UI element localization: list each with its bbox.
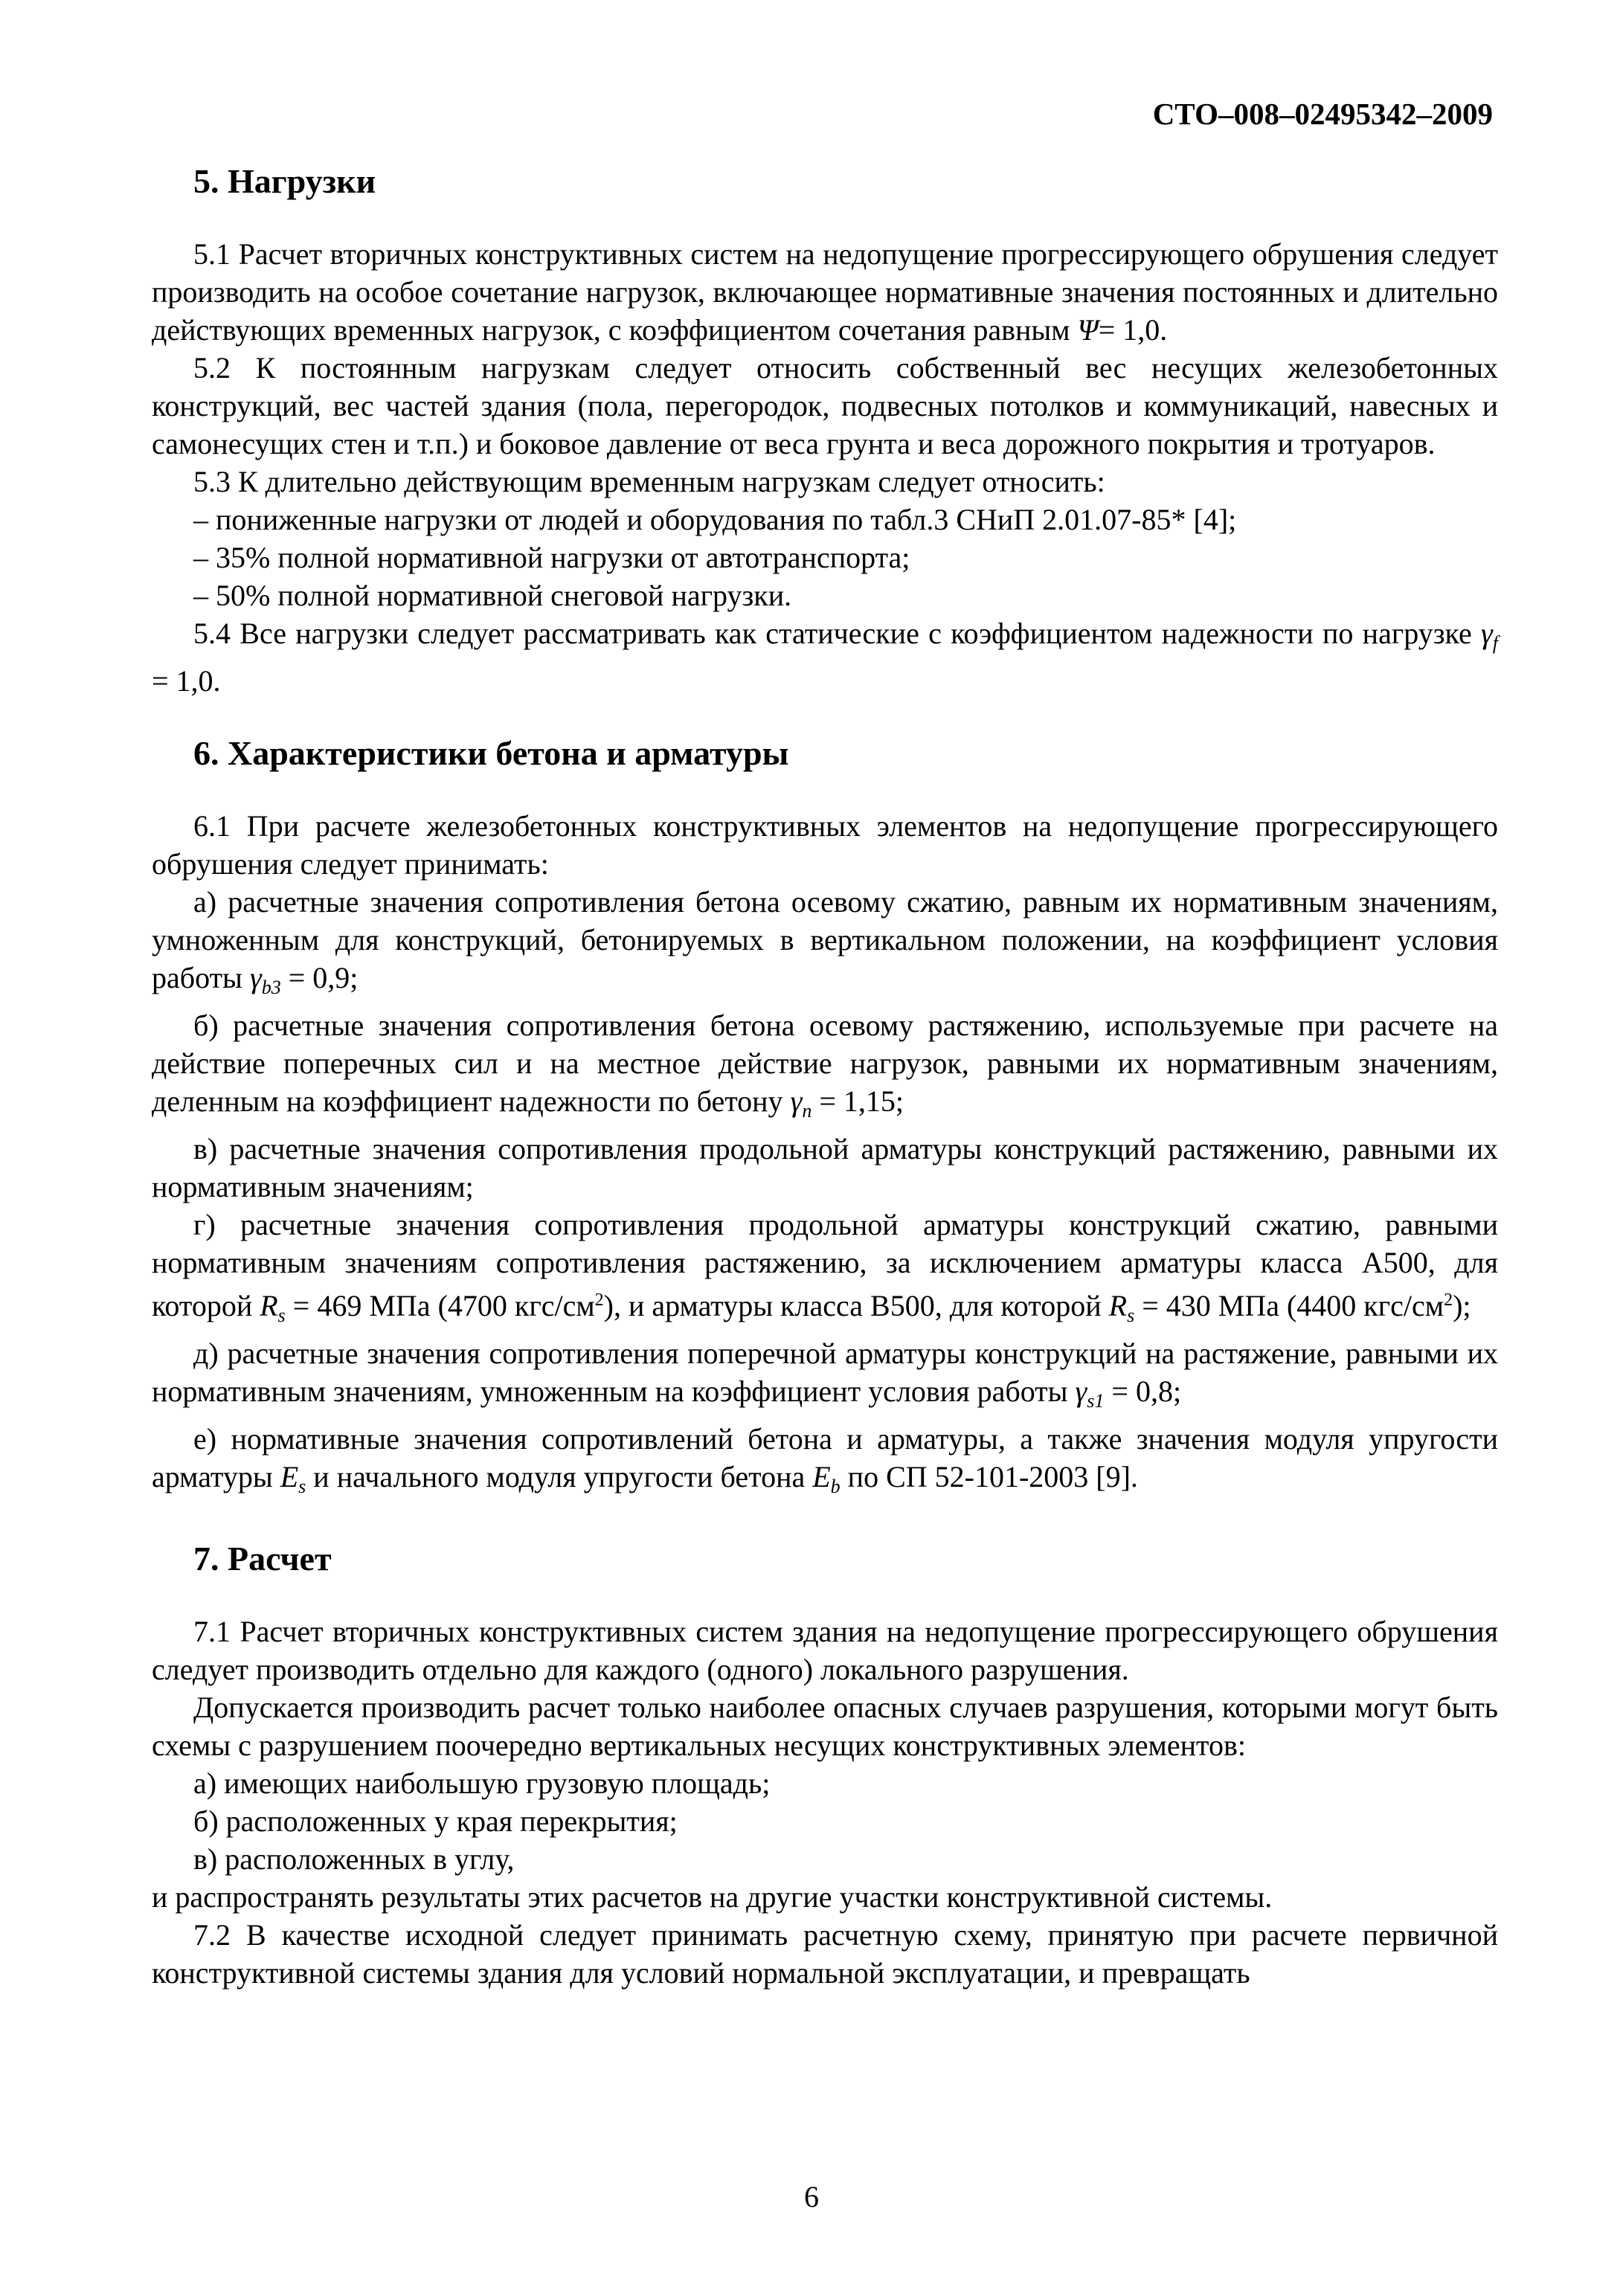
list-item: а) имеющих наибольшую грузовую площадь; xyxy=(193,1766,771,1800)
list-item: д) расчетные значения сопротивления поперечной арматуры конструкций на растяжение, равными их нормативным значениям, умноженным на коэффициент условия работы $\gamma_{s1} = 0,8$; xyxy=(152,1337,1498,1412)
section-6-title: 6. Характеристики бетона и арматуры xyxy=(193,734,789,772)
document-body xyxy=(152,161,1498,1992)
list-item: б) расчетные значения сопротивления бетона осевому растяжению, используемые при расчете на действие поперечных сил и на местное действие нагрузок, равными их нормативным значениям, деленным на коэффициент надежности по бетону $\gamma_n = 1,15$; xyxy=(152,1009,1498,1122)
para-7-1: 7.1 Расчет вторичных конструктивных систем здания на недопущение прогрессирующего обрушения следует производить отдельно для каждого (одного) локального разрушения. xyxy=(152,1615,1498,1686)
list-item: а) расчетные значения сопротивления бетона осевому сжатию, равным их нормативным значениям, умноженным для конструкций, бетонируемых в вертикальном положении, на коэффициент условия работы $\gamma_{b3} = 0,9$; xyxy=(152,885,1498,998)
list-item: в) расположенных в углу, xyxy=(193,1842,515,1876)
list-item: в) расчетные значения сопротивления продольной арматуры конструкций растяжению, равными их нормативным значениям; xyxy=(152,1132,1498,1203)
para-7-1-c: и распространять результаты этих расчетов на другие участки конструктивной системы. xyxy=(152,1880,1273,1914)
list-item: е) нормативные значения сопротивлений бетона и арматуры, а также значения модуля упругости арматуры $E_s$ и начального модуля упругости бетона $E_b$ по СП 52-101-2003 [9]. xyxy=(152,1422,1498,1497)
para-5-3: 5.3 К длительно действующим временным нагрузкам следует относить: xyxy=(193,465,1105,498)
para-5-1: 5.1 Расчет вторичных конструктивных систем на недопущение прогрессирующего обрушения следует производить на особое сочетание нагрузок, включающее нормативные значения постоянных и длительно действующих временных нагрузок, с коэффициентом сочетания равным Ψ= 1,0. xyxy=(152,237,1498,347)
para-5-4: 5.4 Все нагрузки следует рассматривать как статические с коэффициентом надежности по нагрузке $\gamma_f = 1,0$. xyxy=(152,617,1499,698)
para-7-1-b: Допускается производить расчет только наиболее опасных случаев разрушения, которыми могут быть схемы с разрушением поочередно вертикальных несущих конструктивных элементов: xyxy=(152,1691,1498,1762)
list-item: г) расчетные значения сопротивления продольной арматуры конструкций сжатию, равными нормативным значениям сопротивления растяжению, за исключением арматуры класса А500, для которой $R_s = 469$ МПа (4700 кгс/$см^2$), и арматуры класса В500, для которой $R_s = 430$ МПа (4400 кгс/$см^2$); xyxy=(152,1208,1498,1326)
list-item: б) расположенных у края перекрытия; xyxy=(193,1804,678,1838)
page-number: 6 xyxy=(804,2180,819,2213)
list-item: – 35% полной нормативной нагрузки от автотранспорта; xyxy=(193,541,910,574)
section-5-title: 5. Нагрузки xyxy=(193,162,376,200)
list-item: – 50% полной нормативной снеговой нагрузки. xyxy=(193,579,792,612)
para-6-1: 6.1 При расчете железобетонных конструктивных элементов на недопущение прогрессирующего обрушения следует принимать: xyxy=(152,809,1498,881)
document-code: СТО–008–02495342–2009 xyxy=(1152,97,1493,131)
para-7-2: 7.2 В качестве исходной следует принимать расчетную схему, принятую при расчете первичной конструктивной системы здания для условий нормальной эксплуатации, и превращать xyxy=(152,1918,1498,1990)
section-7-title: 7. Расчет xyxy=(193,1540,332,1578)
para-5-2: 5.2 К постоянным нагрузкам следует относить собственный вес несущих железобетонных конструкций, вес частей здания (пола, перегородок, подвесных потолков и коммуникаций, навесных и самонесущих стен и т.п.) и боковое давление от веса грунта и веса дорожного покрытия и тротуаров. xyxy=(152,351,1498,460)
list-item: – пониженные нагрузки от людей и оборудования по табл.3 СНиП 2.01.07-85* [4]; xyxy=(193,503,1237,536)
